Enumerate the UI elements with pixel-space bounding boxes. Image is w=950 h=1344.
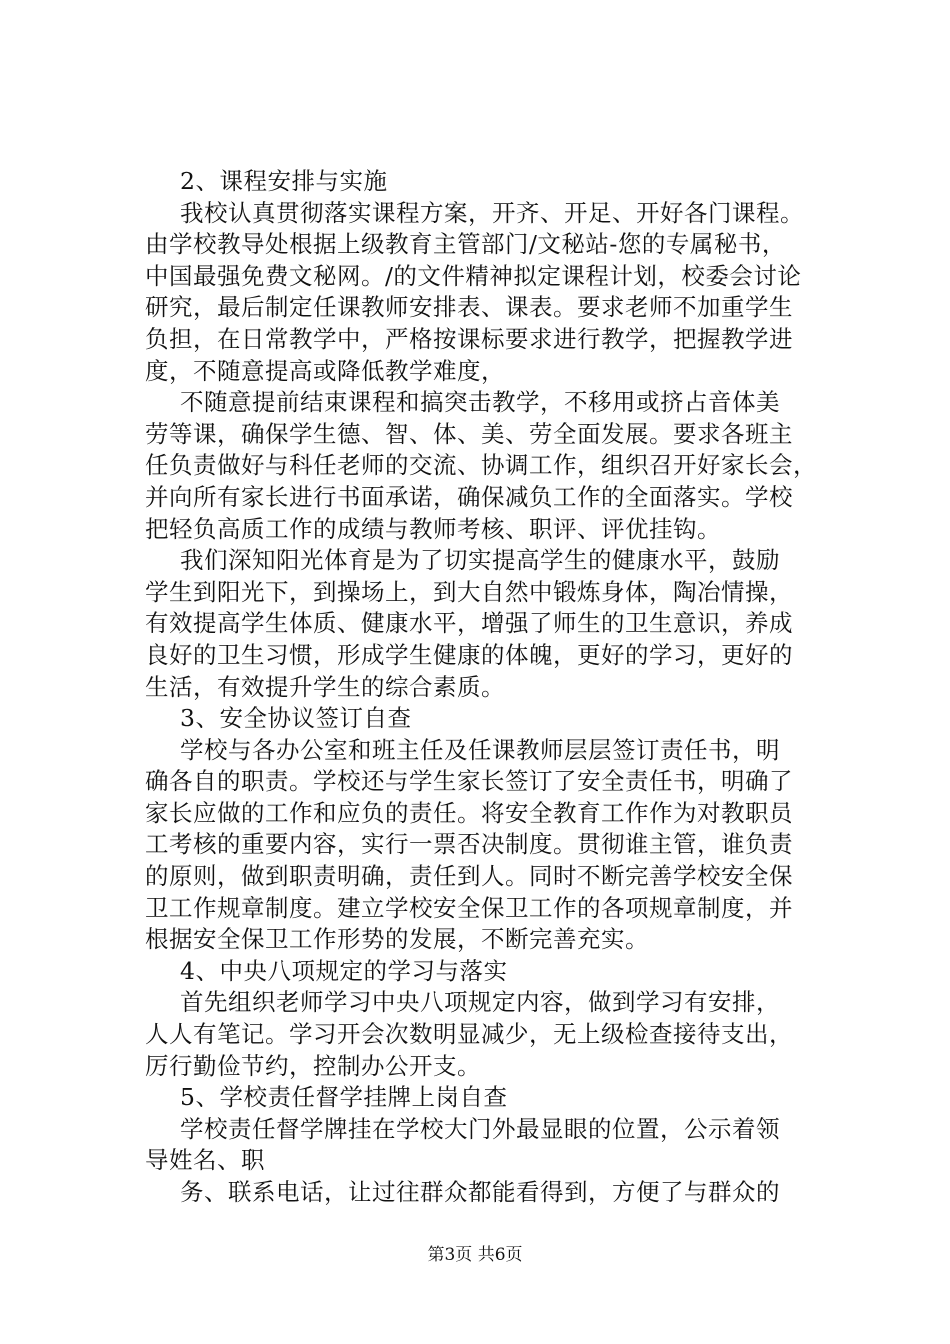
page-footer bbox=[0, 1244, 950, 1266]
text-line: 由学校教导处根据上级教育主管部门/文秘站-您的专属秘书， bbox=[145, 230, 786, 259]
text-line: 并向所有家长进行书面承诺，确保减负工作的全面落实。学校 bbox=[145, 482, 793, 511]
text-line: 不随意提前结束课程和搞突击教学，不移用或挤占音体美 bbox=[180, 388, 780, 417]
text-line: 务、联系电话，让过往群众都能看得到，方便了与群众的 bbox=[180, 1178, 780, 1206]
text-line: 人人有笔记。学习开会次数明显减少，无上级检查接待支出， bbox=[145, 1020, 793, 1049]
text-line: 有效提高学生体质、健康水平，增强了师生的卫生意识，养成 bbox=[145, 609, 793, 638]
text-line: 学校责任督学牌挂在学校大门外最显眼的位置，公示着领 bbox=[180, 1114, 780, 1143]
text-line: 卫工作规章制度。建立学校安全保卫工作的各项规章制度，并 bbox=[145, 893, 793, 922]
text-line: 确各自的职责。学校还与学生家长签订了安全责任书，明确了 bbox=[145, 767, 793, 796]
document-body bbox=[145, 166, 845, 1209]
text-line: 5、学校责任督学挂牌上岗自查 bbox=[180, 1083, 508, 1112]
text-line: 良好的卫生习惯，形成学生健康的体魄，更好的学习，更好的 bbox=[145, 640, 793, 669]
text-line: 厉行勤俭节约，控制办公开支。 bbox=[145, 1051, 481, 1080]
text-line: 研究，最后制定任课教师安排表、课表。要求老师不加重学生 bbox=[145, 293, 793, 322]
text-line: 学生到阳光下，到操场上，到大自然中锻炼身体，陶冶情操， bbox=[145, 577, 793, 606]
text-line: 把轻负高质工作的成绩与教师考核、职评、评优挂钩。 bbox=[145, 514, 721, 543]
text-line: 度，不随意提高或降低教学难度， bbox=[145, 356, 505, 385]
text-line: 2、课程安排与实施 bbox=[180, 167, 388, 195]
text-line: 负担，在日常教学中，严格按课标要求进行教学，把握教学进 bbox=[145, 324, 793, 353]
text-line: 导姓名、职 bbox=[145, 1146, 265, 1175]
text-line: 生活，有效提升学生的综合素质。 bbox=[145, 672, 505, 701]
text-line: 学校与各办公室和班主任及任课教师层层签订责任书，明 bbox=[180, 735, 780, 764]
page-number-label: 第3页 共6页 bbox=[427, 1245, 523, 1265]
text-line: 首先组织老师学习中央八项规定内容，做到学习有安排， bbox=[180, 988, 780, 1017]
text-line: 我们深知阳光体育是为了切实提高学生的健康水平，鼓励 bbox=[180, 546, 780, 575]
text-line: 3、安全协议签订自查 bbox=[180, 704, 412, 733]
text-line: 家长应做的工作和应负的责任。将安全教育工作作为对教职员 bbox=[145, 798, 793, 827]
text-line: 任负责做好与科任老师的交流、协调工作，组织召开好家长会， bbox=[145, 451, 817, 480]
text-line: 中国最强免费文秘网。/的文件精神拟定课程计划，校委会讨论 bbox=[145, 261, 802, 290]
text-line: 劳等课，确保学生德、智、体、美、劳全面发展。要求各班主 bbox=[145, 419, 793, 448]
text-line: 工考核的重要内容，实行一票否决制度。贯彻谁主管，谁负责 bbox=[145, 830, 793, 859]
text-line: 根据安全保卫工作形势的发展，不断完善充实。 bbox=[145, 925, 649, 954]
text-line: 的原则，做到职责明确，责任到人。同时不断完善学校安全保 bbox=[145, 862, 793, 891]
text-line: 我校认真贯彻落实课程方案，开齐、开足、开好各门课程。 bbox=[180, 198, 804, 227]
text-line: 4、中央八项规定的学习与落实 bbox=[180, 956, 508, 985]
